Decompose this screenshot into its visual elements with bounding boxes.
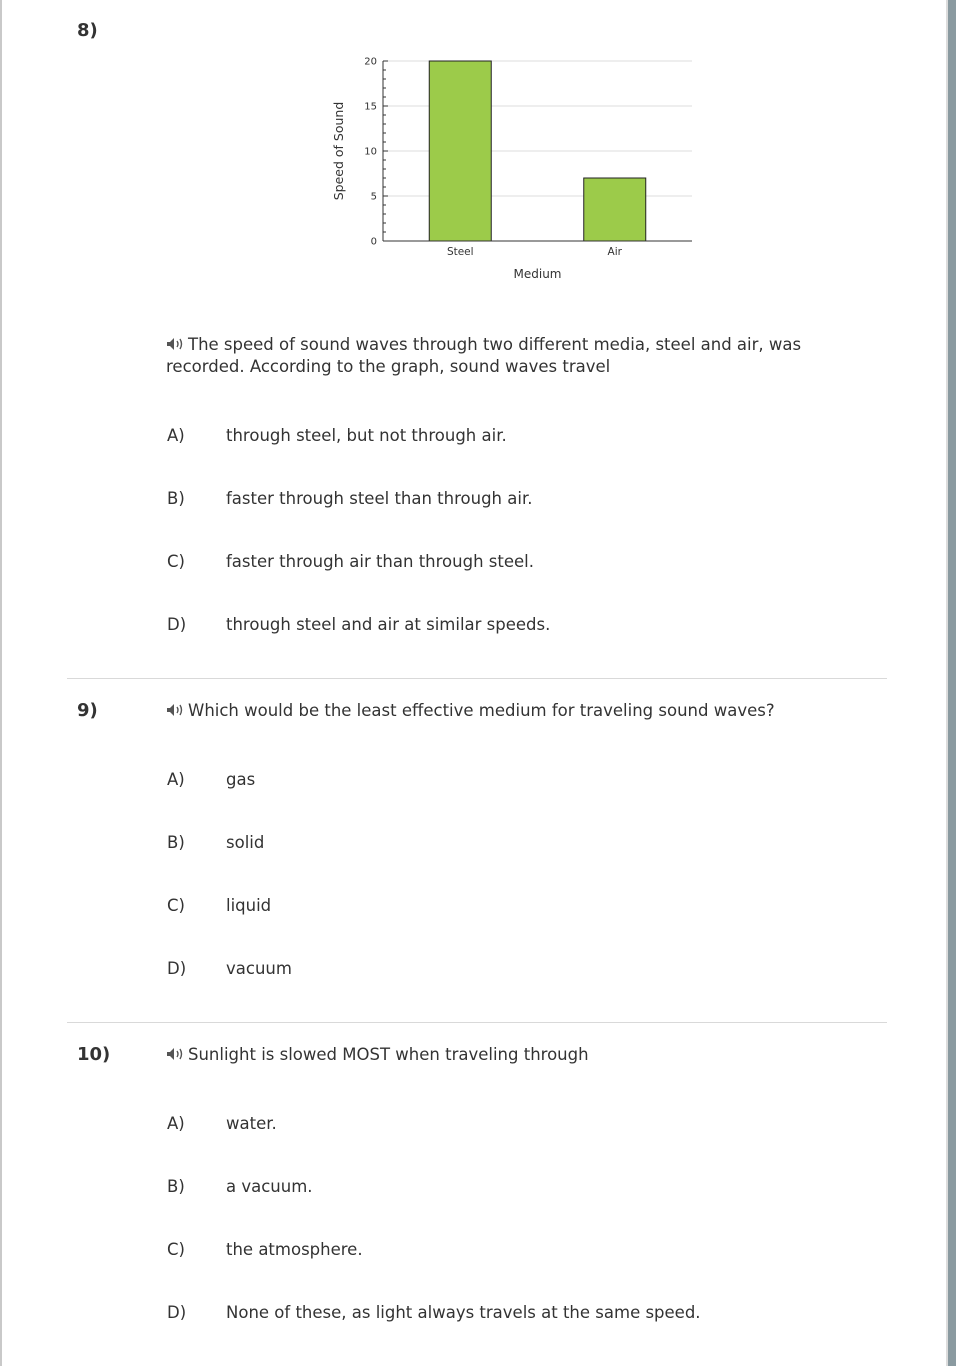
y-tick-label: 0 <box>370 236 377 248</box>
bar-steel <box>429 61 491 241</box>
y-tick-label: 15 <box>364 101 377 113</box>
y-tick-label: 5 <box>370 191 377 203</box>
question-number: 8) <box>77 20 98 41</box>
question-number: 10) <box>77 1044 111 1065</box>
option-text[interactable]: the atmosphere. <box>226 1240 363 1259</box>
speaker-icon[interactable] <box>166 1047 186 1061</box>
option-letter[interactable]: D) <box>167 959 187 978</box>
question-stem-text: The speed of sound waves through two different media, steel and air, was recorded. According to the graph, sound waves travel <box>166 335 802 376</box>
y-tick-label: 10 <box>364 146 377 158</box>
option-letter[interactable]: B) <box>167 489 185 508</box>
window-edge <box>948 0 956 1366</box>
option-letter[interactable]: A) <box>167 1114 185 1133</box>
option-text[interactable]: vacuum <box>226 959 292 978</box>
option-text[interactable]: faster through steel than through air. <box>226 489 533 508</box>
option-letter[interactable]: C) <box>167 1240 185 1259</box>
question-number: 9) <box>77 700 98 721</box>
question-stem <box>166 1044 866 1066</box>
option-text[interactable]: water. <box>226 1114 277 1133</box>
x-tick-label: Steel <box>446 246 474 258</box>
option-letter[interactable]: B) <box>167 833 185 852</box>
option-text[interactable]: None of these, as light always travels at the same speed. <box>226 1303 701 1322</box>
option-text[interactable]: gas <box>226 770 256 789</box>
option-letter[interactable]: B) <box>167 1177 185 1196</box>
x-tick-label: Air <box>607 246 622 258</box>
option-letter[interactable]: A) <box>167 770 185 789</box>
bar-chart <box>320 50 720 290</box>
option-letter[interactable]: C) <box>167 896 185 915</box>
speaker-icon[interactable] <box>166 703 186 717</box>
page-border-left <box>0 0 2 1366</box>
option-text[interactable]: a vacuum. <box>226 1177 313 1196</box>
option-text[interactable]: solid <box>226 833 265 852</box>
question-stem-text: Sunlight is slowed MOST when traveling through <box>188 1045 589 1064</box>
bar-air <box>584 178 646 241</box>
option-letter[interactable]: D) <box>167 1303 187 1322</box>
x-axis-title: Medium <box>513 267 562 281</box>
option-letter[interactable]: C) <box>167 552 185 571</box>
option-text[interactable]: faster through air than through steel. <box>226 552 534 571</box>
y-axis-title: Speed of Sound <box>331 101 346 201</box>
speaker-icon[interactable] <box>166 337 186 351</box>
option-letter[interactable]: A) <box>167 426 185 445</box>
option-text[interactable]: liquid <box>226 896 272 915</box>
y-tick-label: 20 <box>364 56 377 68</box>
option-letter[interactable]: D) <box>167 615 187 634</box>
question-stem <box>166 334 846 378</box>
question-stem-text: Which would be the least effective medium for traveling sound waves? <box>188 701 775 720</box>
question-stem <box>166 700 866 722</box>
option-text[interactable]: through steel and air at similar speeds. <box>226 615 551 634</box>
question-divider <box>67 1022 887 1023</box>
option-text[interactable]: through steel, but not through air. <box>226 426 507 445</box>
question-divider <box>67 678 887 679</box>
